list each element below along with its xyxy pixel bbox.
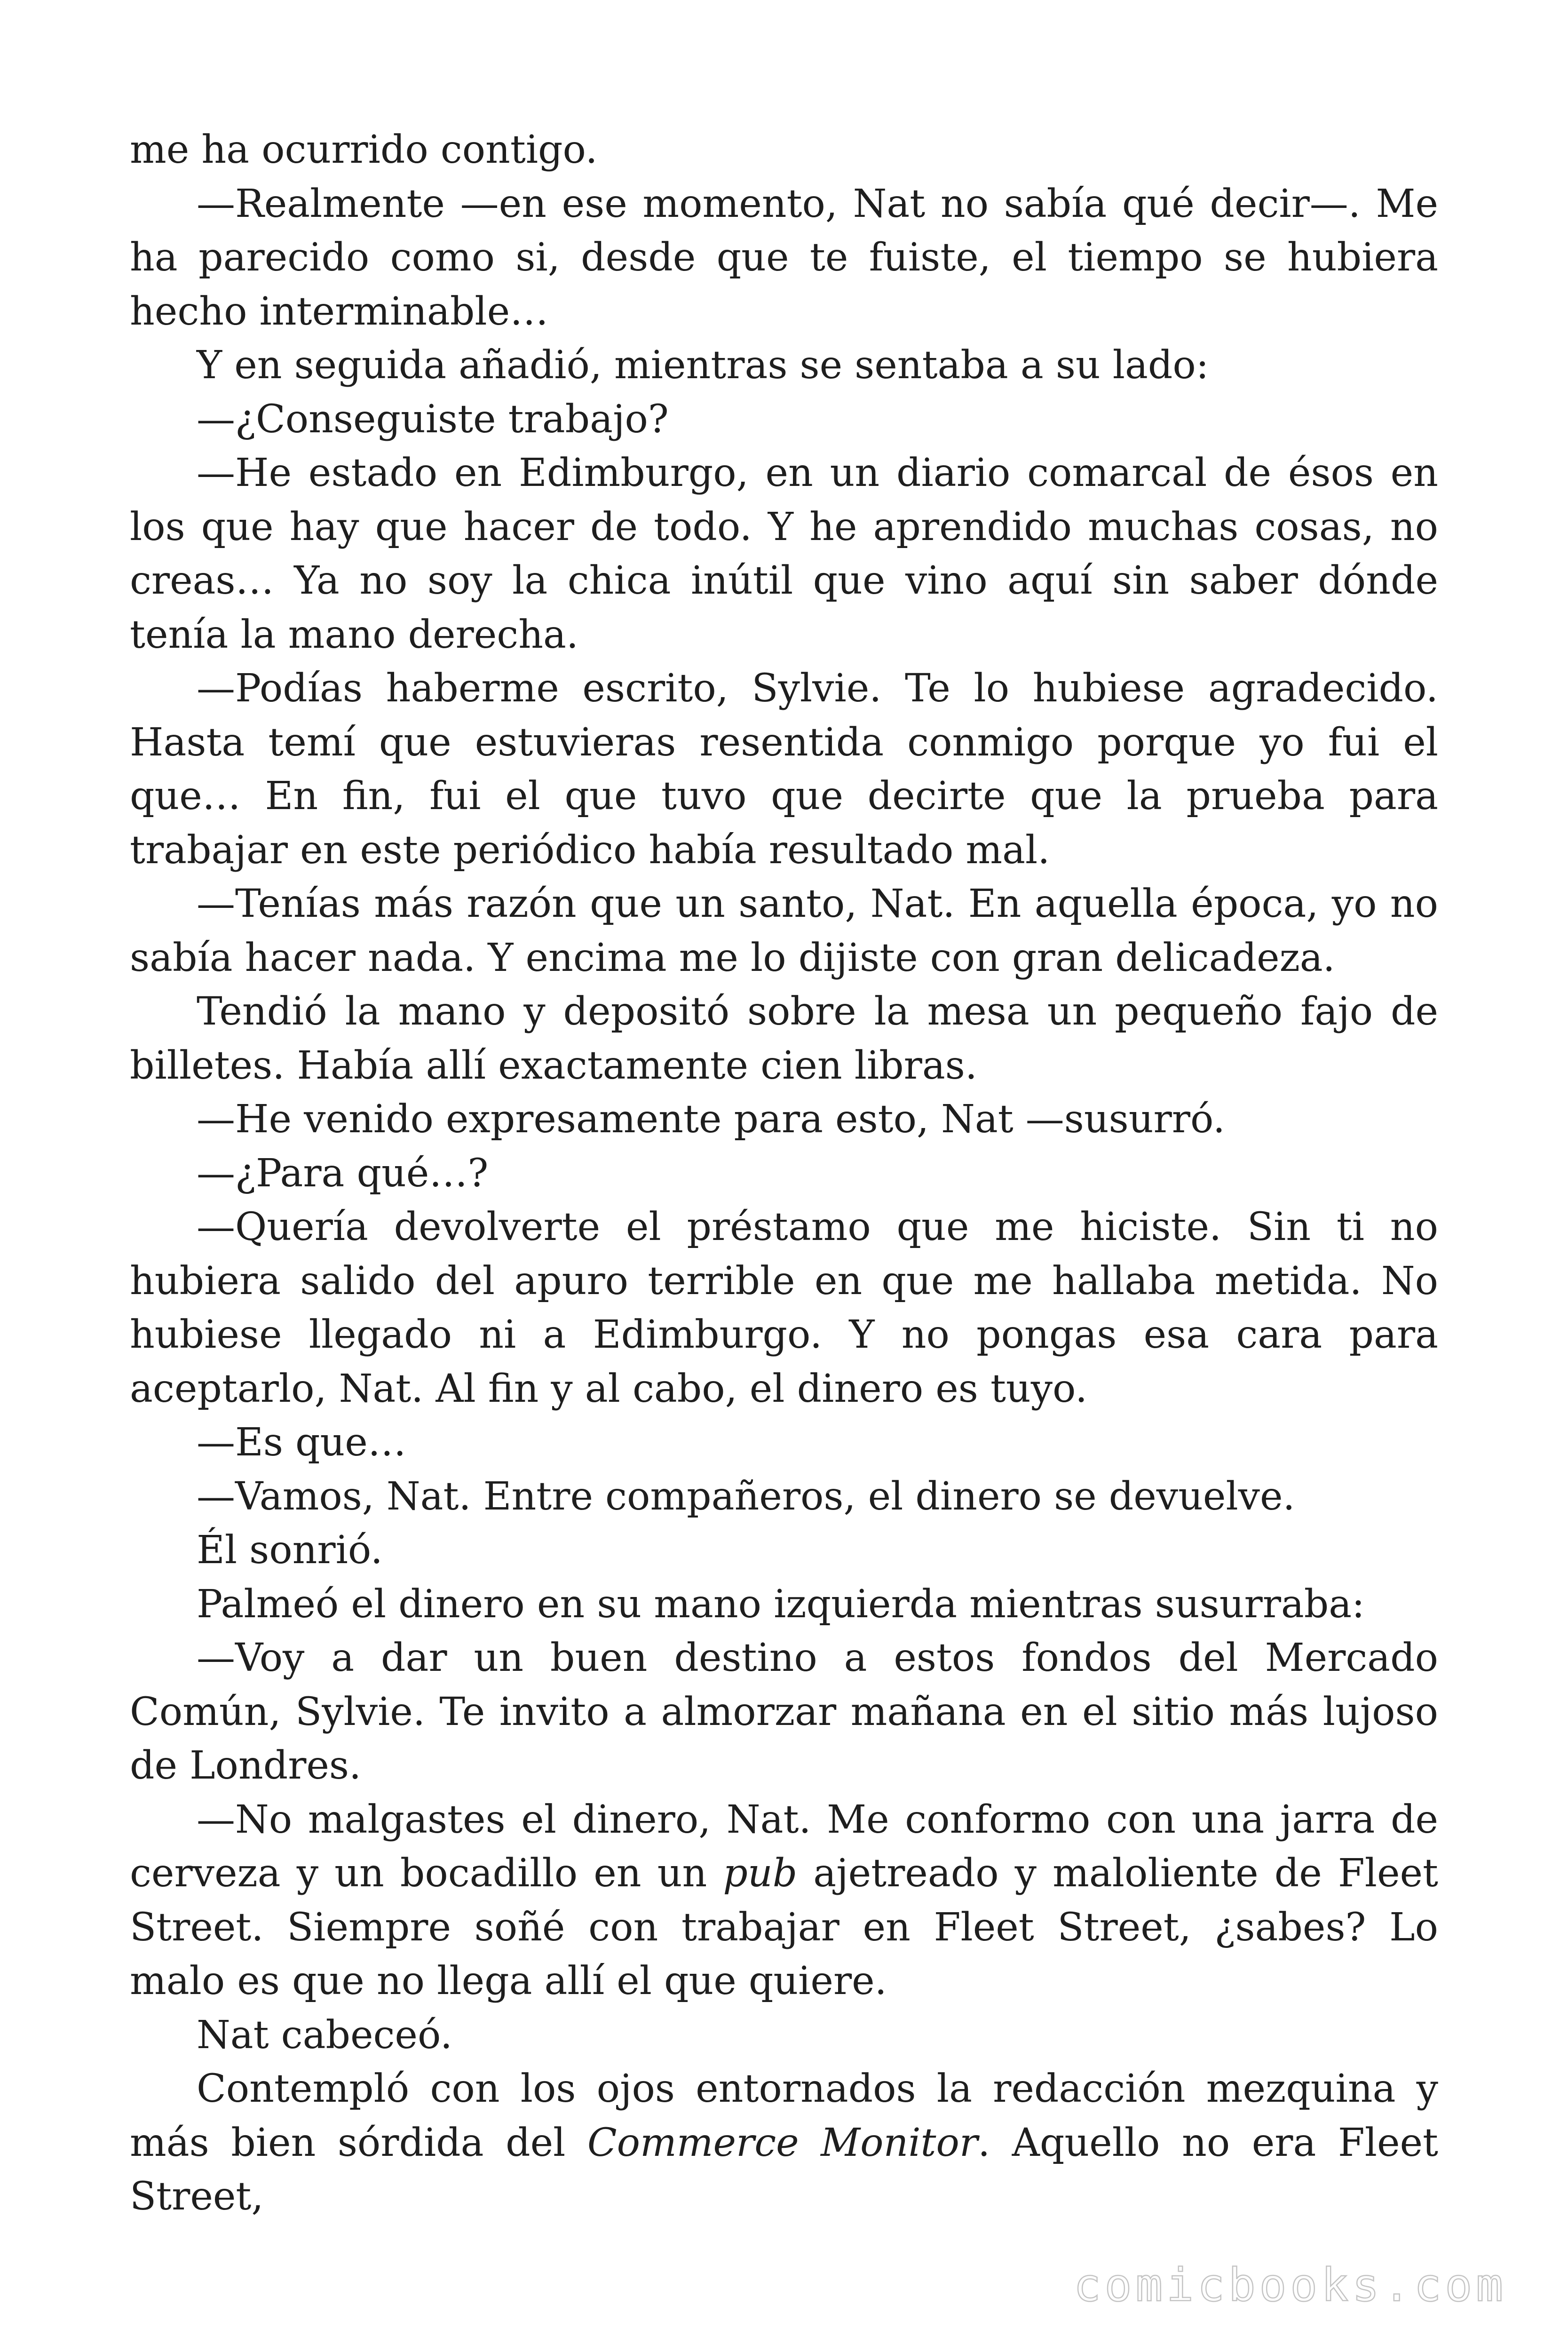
newspaper-title-italic: Commerce Monitor — [587, 2120, 978, 2165]
paragraph-7: —Tenías más razón que un santo, Nat. En aquella época, yo no sabía hacer nada. Y encima me lo dijiste con gran delicadeza. — [130, 882, 1438, 980]
paragraph-8: Tendió la mano y depositó sobre la mesa un pequeño fajo de billetes. Había allí exactamente cien libras. — [130, 989, 1438, 1088]
paragraph-6: —Podías haberme escrito, Sylvie. Te lo hubiese agradecido. Hasta temí que estuvieras resentida conmigo porque yo fui el que… En fin, fui el que tuvo que decirte que la prueba para trabajar en este periódico había resultado mal. — [130, 666, 1438, 873]
page-text — [130, 123, 1438, 2224]
paragraph-4: —¿Conseguiste trabajo? — [197, 397, 669, 442]
watermark: comicbooks.com — [1073, 2259, 1507, 2312]
paragraph-15: Palmeó el dinero en su mano izquierda mientras susurraba: — [197, 1581, 1365, 1627]
paragraph-9: —He venido expresamente para esto, Nat —susurró. — [197, 1097, 1225, 1142]
paragraph-1: me ha ocurrido contigo. — [130, 127, 598, 172]
paragraph-18: Nat cabeceó. — [197, 2012, 452, 2058]
paragraph-16: —Voy a dar un buen destino a estos fondos del Mercado Común, Sylvie. Te invito a almorzar mañana en el sitio más lujoso de Londres. — [130, 1636, 1438, 1788]
paragraph-3: Y en seguida añadió, mientras se sentaba a su lado: — [197, 343, 1209, 388]
paragraph-2: —Realmente —en ese momento, Nat no sabía qué decir—. Me ha parecido como si, desde que te fuiste, el tiempo se hubiera hecho interminable… — [130, 181, 1438, 334]
paragraph-19-text-after: . Aquello no era Fleet Street, — [130, 2120, 1439, 2219]
paragraph-17 — [130, 1793, 1438, 2009]
paragraph-14: Él sonrió. — [197, 1528, 383, 1573]
paragraph-11: —Quería devolverte el préstamo que me hiciste. Sin ti no hubiera salido del apuro terrible en que me hallaba metida. No hubiese llegado ni a Edimburgo. Y no pongas esa cara para aceptarlo, Nat. Al fin y al cabo, el dinero es tuyo. — [130, 1205, 1438, 1411]
paragraph-13: —Vamos, Nat. Entre compañeros, el dinero se devuelve. — [197, 1474, 1295, 1519]
paragraph-17-text-after: ajetreado y maloliente de Fleet Street. Siempre soñé con trabajar en Fleet Street, ¿sabes? Lo malo es que no llega allí el que quiere. — [130, 1851, 1438, 2003]
paragraph-12: —Es que… — [197, 1420, 406, 1465]
paragraph-10: —¿Para qué…? — [197, 1151, 489, 1196]
paragraph-19 — [130, 2062, 1438, 2224]
paragraph-19-text-before: Contempló con los ojos entornados la redacción mezquina y más bien sórdida del — [130, 2066, 1438, 2165]
paragraph-5: —He estado en Edimburgo, en un diario comarcal de ésos en los que hay que hacer de todo. Y he aprendido muchas cosas, no creas… Ya no soy la chica inútil que vino aquí sin saber dónde tenía la mano derecha. — [130, 451, 1438, 657]
pub-italic-word: pub — [723, 1851, 798, 1896]
paragraph-17-text-before: —No malgastes el dinero, Nat. Me conformo con una jarra de cerveza y un bocadillo en un — [130, 1797, 1438, 1896]
